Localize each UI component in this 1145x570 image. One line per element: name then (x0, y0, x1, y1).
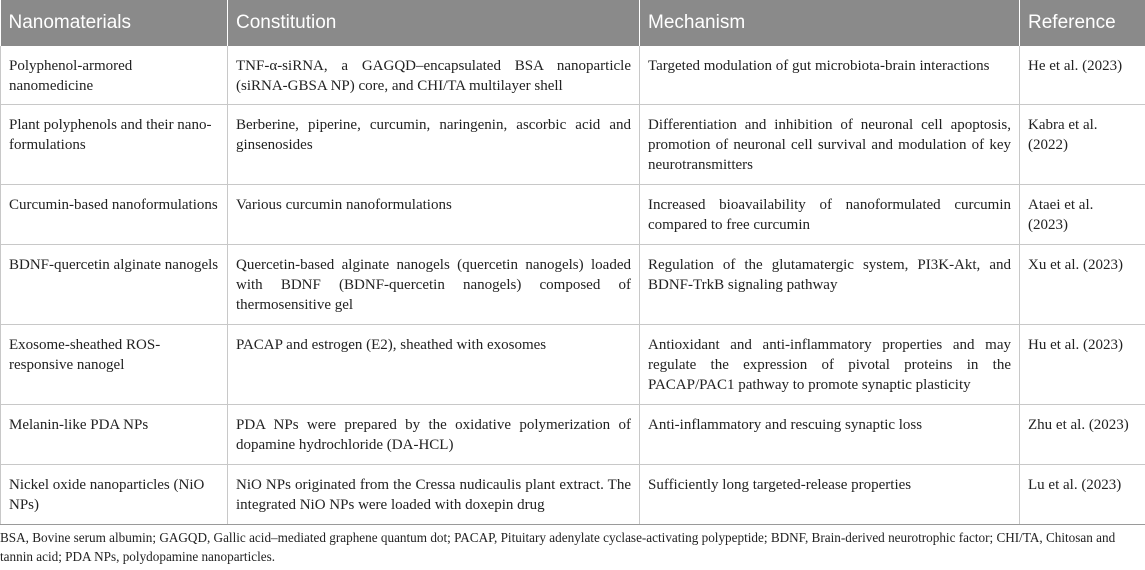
table-header-row (1, 0, 1145, 46)
cell-reference: He et al. (2023) (1020, 46, 1145, 105)
cell-constitution: Quercetin-based alginate nanogels (quercetin nanogels) loaded with BDNF (BDNF-quercetin nanogels) composed of thermosensitive gel (228, 245, 640, 325)
cell-nanomaterial: Nickel oxide nanoparticles (NiO NPs) (1, 465, 228, 525)
cell-mechanism: Targeted modulation of gut microbiota-brain interactions (640, 46, 1020, 105)
table-row (1, 245, 1145, 325)
cell-constitution: PDA NPs were prepared by the oxidative polymerization of dopamine hydrochloride (DA-HCL) (228, 405, 640, 465)
cell-nanomaterial: Plant polyphenols and their nano-formulations (1, 105, 228, 185)
cell-constitution: Various curcumin nanoformulations (228, 185, 640, 245)
cell-nanomaterial: Melanin-like PDA NPs (1, 405, 228, 465)
cell-reference: Ataei et al. (2023) (1020, 185, 1145, 245)
table-row (1, 325, 1145, 405)
table-row (1, 465, 1145, 525)
cell-reference: Hu et al. (2023) (1020, 325, 1145, 405)
cell-reference: Kabra et al. (2022) (1020, 105, 1145, 185)
cell-constitution: NiO NPs originated from the Cressa nudicaulis plant extract. The integrated NiO NPs were loaded with doxepin drug (228, 465, 640, 525)
cell-mechanism: Anti-inflammatory and rescuing synaptic loss (640, 405, 1020, 465)
cell-mechanism: Sufficiently long targeted-release properties (640, 465, 1020, 525)
cell-nanomaterial: BDNF-quercetin alginate nanogels (1, 245, 228, 325)
header-mechanism: Mechanism (640, 0, 1020, 46)
cell-mechanism: Regulation of the glutamatergic system, PI3K-Akt, and BDNF-TrkB signaling pathway (640, 245, 1020, 325)
cell-constitution: TNF-α-siRNA, a GAGQD–encapsulated BSA nanoparticle (siRNA-GBSA NP) core, and CHI/TA multilayer shell (228, 46, 640, 105)
cell-nanomaterial: Curcumin-based nanoformulations (1, 185, 228, 245)
table-footnote: BSA, Bovine serum albumin; GAGQD, Gallic acid–mediated graphene quantum dot; PACAP, Pituitary adenylate cyclase-activating polypeptide; BDNF, Brain-derived neurotrophic factor; CHI/TA, Chitosan and tannin acid; PDA NPs, polydopamine nanoparticles. (0, 530, 1116, 564)
table-row (1, 105, 1145, 185)
header-reference: Reference (1020, 0, 1145, 46)
cell-reference: Zhu et al. (2023) (1020, 405, 1145, 465)
cell-mechanism: Differentiation and inhibition of neuronal cell apoptosis, promotion of neuronal cell survival and modulation of key neurotransmitters (640, 105, 1020, 185)
cell-nanomaterial: Polyphenol-armored nanomedicine (1, 46, 228, 105)
table-row (1, 405, 1145, 465)
table-row (1, 46, 1145, 105)
cell-constitution: PACAP and estrogen (E2), sheathed with exosomes (228, 325, 640, 405)
cell-constitution: Berberine, piperine, curcumin, naringenin, ascorbic acid and ginsenosides (228, 105, 640, 185)
table-row (1, 185, 1145, 245)
cell-mechanism: Increased bioavailability of nanoformulated curcumin compared to free curcumin (640, 185, 1020, 245)
header-nanomaterials: Nanomaterials (1, 0, 228, 46)
cell-reference: Lu et al. (2023) (1020, 465, 1145, 525)
cell-nanomaterial: Exosome-sheathed ROS-responsive nanogel (1, 325, 228, 405)
cell-mechanism: Antioxidant and anti-inflammatory properties and may regulate the expression of pivotal proteins in the PACAP/PAC1 pathway to promote synaptic plasticity (640, 325, 1020, 405)
cell-reference: Xu et al. (2023) (1020, 245, 1145, 325)
header-constitution: Constitution (228, 0, 640, 46)
